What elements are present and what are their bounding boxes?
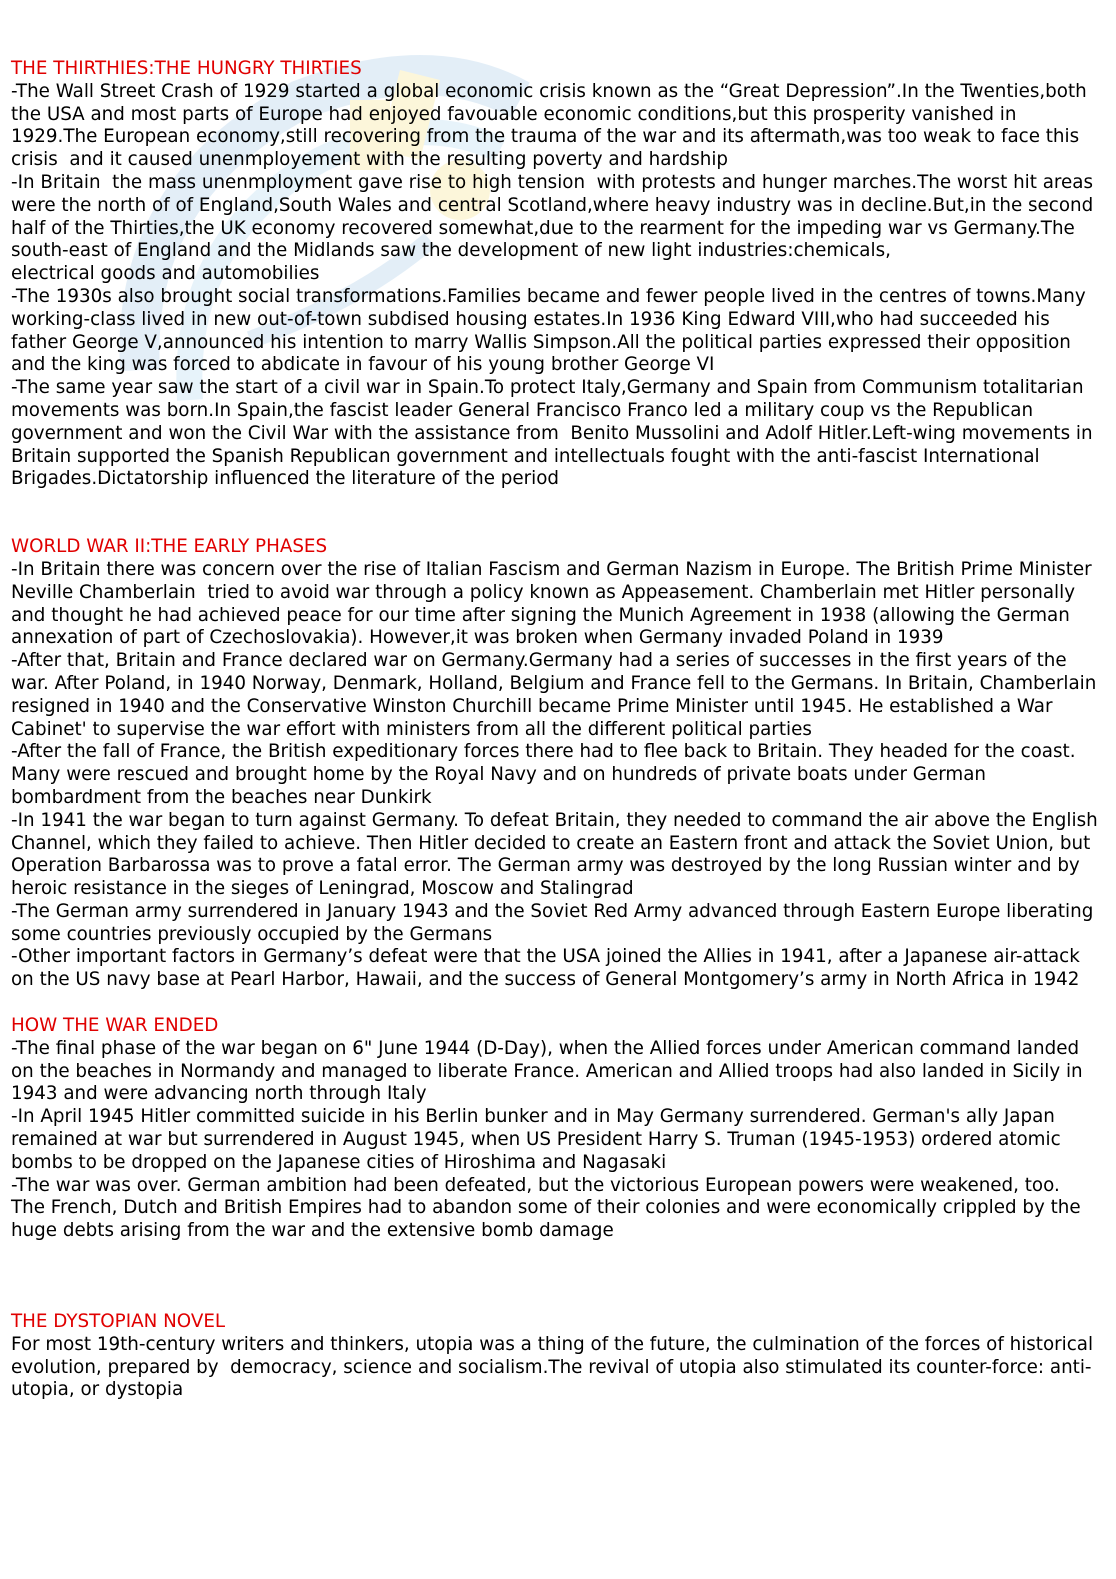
paragraph: The French, Dutch and British Empires had to abandon some of their colonies and were economically crippled by the huge debts arising from the war and the extensive bomb damage bbox=[11, 1197, 1087, 1242]
paragraph: -The war was over. German ambition had been defeated, but the victorious European powers were weakened, too. bbox=[11, 1174, 1060, 1196]
paragraph: -The German army surrendered in January 1943 and the Soviet Red Army advanced through Eastern Europe liberating some countries previously occupied by the Germans bbox=[11, 900, 1100, 945]
paragraph: -Other important factors in Germany’s defeat were that the USA joined the Allies in 1941, after a Japanese air-attack on the US navy base at Pearl Harbor, Hawaii, and the success of General Montgomery’s army in North Africa in 1942 bbox=[11, 946, 1086, 991]
paragraph: -The 1930s also brought social transformations.Families became and fewer people lived in the centres of towns.Many working-class lived in new out-of-town subdised housing estates.In 1936 King Edward VIII,who had succeeded his father George V,announced his intention to marry Wallis Simpson.All the political parties expressed their opposition and the king was forced to abdicate in favour of his young brother George VI bbox=[11, 285, 1092, 376]
spacer bbox=[11, 992, 1101, 1015]
paragraph: -In Britain there was concern over the rise of Italian Fascism and German Nazism in Europe. The British Prime Minister Neville Chamberlain tried to avoid war through a policy known as Appeasement. Chamberlain met Hitler personally and thought he had achieved peace for our time after signing the Munich Agreement in 1938 (allowing the German annexation of part of Czechoslovakia). However,it was broken when Germany invaded Poland in 1939 bbox=[11, 558, 1098, 649]
paragraph: -In April 1945 Hitler committed suicide in his Berlin bunker and in May Germany surrendered. German's ally Japan remained at war but surrendered in August 1945, when US President Harry S. Truman (1945-1953) ordered atomic bombs to be dropped on the Japanese cities of Hiroshima and Nagasaki bbox=[11, 1106, 1067, 1173]
document-page bbox=[11, 58, 1104, 1402]
paragraph: -In 1941 the war began to turn against Germany. To defeat Britain, they needed to command the air above the English Channel, which they failed to achieve. Then Hitler decided to create an Eastern front and attack the Soviet Union, but Operation Barbarossa was to prove a fatal error. The German army was destroyed by the long Russian winter and by heroic resistance in the sieges of Leningrad, Moscow and Stalingrad bbox=[11, 809, 1104, 900]
paragraph: -The same year saw the start of a civil war in Spain.To protect Italy,Germany and Spain from Communism totalitarian movements was born.In Spain,the fascist leader General Francisco Franco led a military coup vs the Republican government and won the Civil War with the assistance from Benito Mussolini and Adolf Hitler.Left-wing movements in Britain supported the Spanish Republican government and intellectuals fought with the anti-fascist International Brigades.Dictatorship influenced the literature of the period bbox=[11, 377, 1099, 490]
section-heading: THE THIRTHIES:THE HUNGRY THIRTIES bbox=[11, 58, 362, 79]
paragraph: -After that, Britain and France declared war on Germany.Germany had a series of successes in the first years of the war. After Poland, in 1940 Norway, Denmark, Holland, Belgium and France fell to the Germans. In Britain, Chamberlain resigned in 1940 and the Conservative Winston Churchill became Prime Minister until 1945. He established a War Cabinet' to supervise the war effort with ministers from all the different political parties bbox=[11, 650, 1103, 740]
section-ww2-early-phases bbox=[11, 536, 1104, 992]
paragraph: -The Wall Street Crash of 1929 started a global economic crisis known as the “Great Depression”.In the Twenties,both the USA and most parts of Europe had enjoyed favouable economic conditions,but this prosperity vanished in 1929.The European economy,still recovering from the trauma of the war and its aftermath,was too weak to face this crisis and it caused unenmployement with the resulting poverty and hardship bbox=[11, 80, 1093, 171]
paragraph: electrical goods and automobilies bbox=[11, 263, 320, 285]
spacer bbox=[11, 1243, 1101, 1311]
section-heading: THE DYSTOPIAN NOVEL bbox=[11, 1311, 226, 1333]
section-dystopian-novel bbox=[11, 1311, 1101, 1402]
spacer bbox=[11, 491, 1101, 536]
section-heading: HOW THE WAR ENDED bbox=[11, 1015, 219, 1037]
paragraph: -After the fall of France, the British expeditionary forces there had to flee back to Britain. They headed for the coast. Many were rescued and brought home by the Royal Navy and on hundreds of private boats under German bombardment from the beaches near Dunkirk bbox=[11, 741, 1082, 808]
section-how-war-ended bbox=[11, 1015, 1101, 1243]
section-hungry-thirties bbox=[11, 58, 1101, 491]
section-heading: WORLD WAR II:THE EARLY PHASES bbox=[11, 536, 328, 558]
paragraph: For most 19th-century writers and thinkers, utopia was a thing of the future, the culmination of the forces of historical evolution, prepared by democracy, science and socialism.The revival of utopia also stimulated its counter-force: anti-utopia, or dystopia bbox=[11, 1333, 1099, 1401]
paragraph: -In Britain the mass unenmployment gave rise to high tension with protests and hunger marches.The worst hit areas were the north of of England,South Wales and central Scotland,where heavy industry was in decline.But,in the second half of the Thirties,the UK economy recovered somewhat,due to the rearment for the impeding war vs Germany.The south-east of England and the Midlands saw the development of new light industries:chemicals, bbox=[11, 171, 1100, 262]
paragraph: -The final phase of the war began on 6" June 1944 (D-Day), when the Allied forces under American command landed on the beaches in Normandy and managed to liberate France. American and Allied troops had also landed in Sicily in 1943 and were advancing north through Italy bbox=[11, 1037, 1089, 1105]
